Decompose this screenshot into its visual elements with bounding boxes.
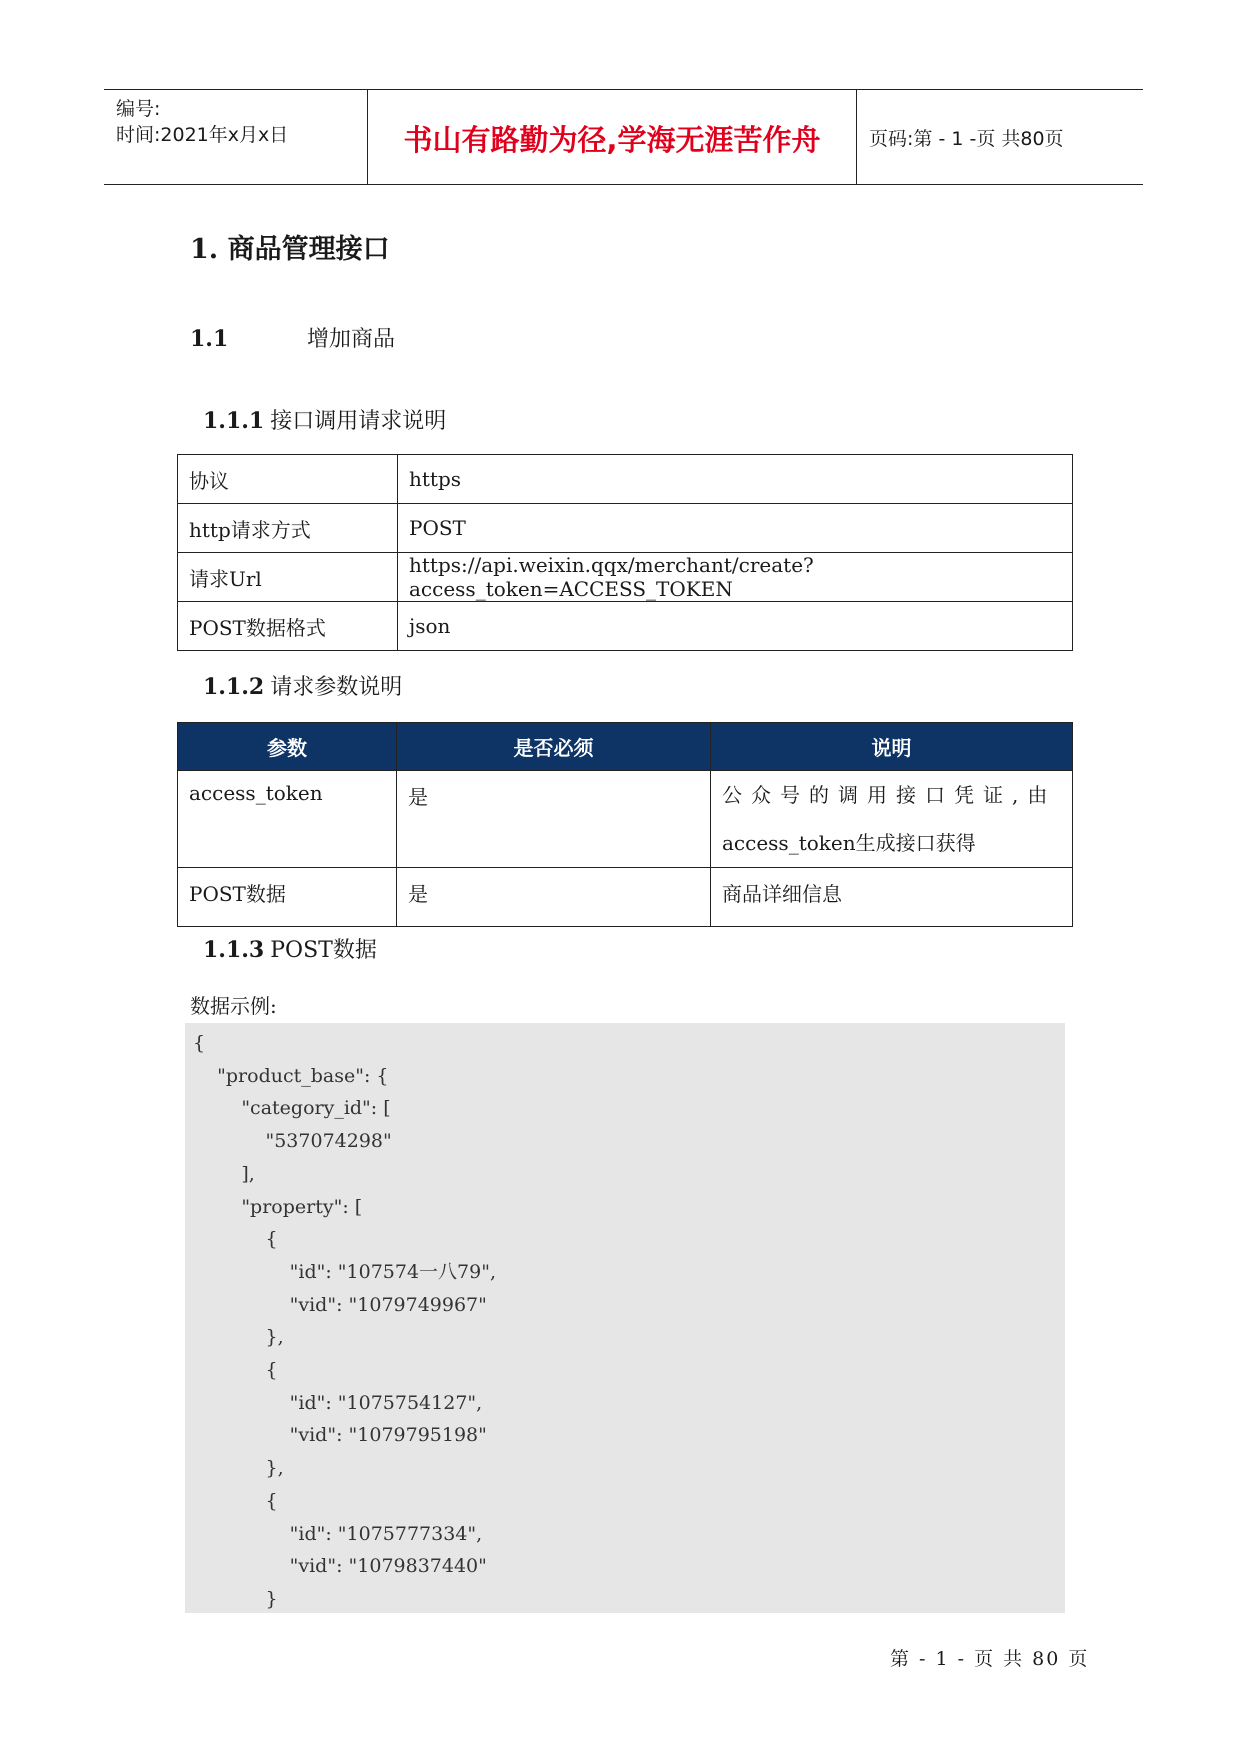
heading-title: 接口调用请求说明 <box>270 409 447 434</box>
heading-number: 1.1.1 <box>203 408 265 434</box>
table-key: POST数据格式 <box>178 602 398 651</box>
param-desc-line: access_token生成接口获得 <box>722 831 976 855</box>
code-line: "vid": "1079837440" <box>193 1555 487 1578</box>
heading-1-1-1 <box>203 404 446 435</box>
table-row <box>178 455 1073 504</box>
code-line: { <box>193 1489 278 1512</box>
header-middle-cell <box>368 90 857 184</box>
code-line: "vid": "1079795198" <box>193 1424 487 1447</box>
param-required: 是 <box>397 771 711 868</box>
table-row <box>178 602 1073 651</box>
param-desc-line: 公众号的调用接口凭证,由 <box>722 783 1057 807</box>
code-line: "id": "1075754127", <box>193 1391 483 1414</box>
page-header <box>104 89 1143 185</box>
code-text <box>185 1023 1065 1616</box>
subsection-title: 增加商品 <box>307 327 396 352</box>
code-line: { <box>193 1032 206 1054</box>
code-line: }, <box>193 1457 284 1480</box>
column-header: 参数 <box>178 723 397 771</box>
code-line: "537074298" <box>193 1130 392 1153</box>
code-line: "vid": "1079749967" <box>193 1293 487 1316</box>
table-value: json <box>398 602 1073 651</box>
table-row <box>178 868 1073 927</box>
table-key: 协议 <box>178 455 398 504</box>
param-desc: 商品详细信息 <box>711 868 1073 927</box>
code-line: "product_base": { <box>193 1064 389 1087</box>
table-row <box>178 553 1073 602</box>
heading-title: POST数据 <box>270 938 377 963</box>
code-line: } <box>193 1587 278 1610</box>
heading-number: 1.1.2 <box>203 674 265 700</box>
doc-time-label: 时间:2021年x月x日 <box>116 124 289 146</box>
code-line: { <box>193 1228 278 1251</box>
subsection-heading <box>190 322 395 353</box>
subsection-number: 1.1 <box>190 326 229 352</box>
heading-1-1-3 <box>203 933 377 964</box>
code-line: "property": [ <box>193 1195 363 1218</box>
param-required: 是 <box>397 868 711 927</box>
heading-title: 请求参数说明 <box>270 675 403 700</box>
table-header-row <box>178 723 1073 771</box>
page-footer: 第 - 1 - 页 共 80 页 <box>890 1648 1090 1670</box>
code-line: { <box>193 1359 278 1382</box>
table-value: https://api.weixin.qqx/merchant/create?access_token=ACCESS_TOKEN <box>398 553 1073 602</box>
heading-1-1-2 <box>203 670 402 701</box>
code-line: "id": "107574一八79", <box>193 1260 497 1283</box>
header-right-cell <box>857 90 1143 184</box>
code-block <box>185 1023 1065 1613</box>
code-line: "id": "1075777334", <box>193 1522 483 1545</box>
code-line: "category_id": [ <box>193 1097 391 1120</box>
header-motto: 书山有路勤为径,学海无涯苦作舟 <box>403 123 821 157</box>
table-key: 请求Url <box>178 553 398 602</box>
code-line: }, <box>193 1326 284 1349</box>
heading-number: 1.1.3 <box>203 937 265 963</box>
table-value: https <box>398 455 1073 504</box>
param-desc <box>711 771 1073 868</box>
example-label: 数据示例: <box>190 994 277 1018</box>
param-name: access_token <box>178 771 397 868</box>
table-row <box>178 504 1073 553</box>
code-line: ], <box>193 1162 255 1185</box>
param-table <box>177 722 1073 927</box>
table-row <box>178 771 1073 868</box>
header-page-info: 页码:第 - 1 -页 共80页 <box>869 128 1064 150</box>
param-name: POST数据 <box>178 868 397 927</box>
table-value: POST <box>398 504 1073 553</box>
doc-number-label: 编号: <box>116 98 161 120</box>
column-header: 是否必须 <box>397 723 711 771</box>
column-header: 说明 <box>711 723 1073 771</box>
section-title: 1. 商品管理接口 <box>190 234 390 265</box>
header-left-cell <box>104 90 368 184</box>
request-info-table <box>177 454 1073 651</box>
table-key: http请求方式 <box>178 504 398 553</box>
